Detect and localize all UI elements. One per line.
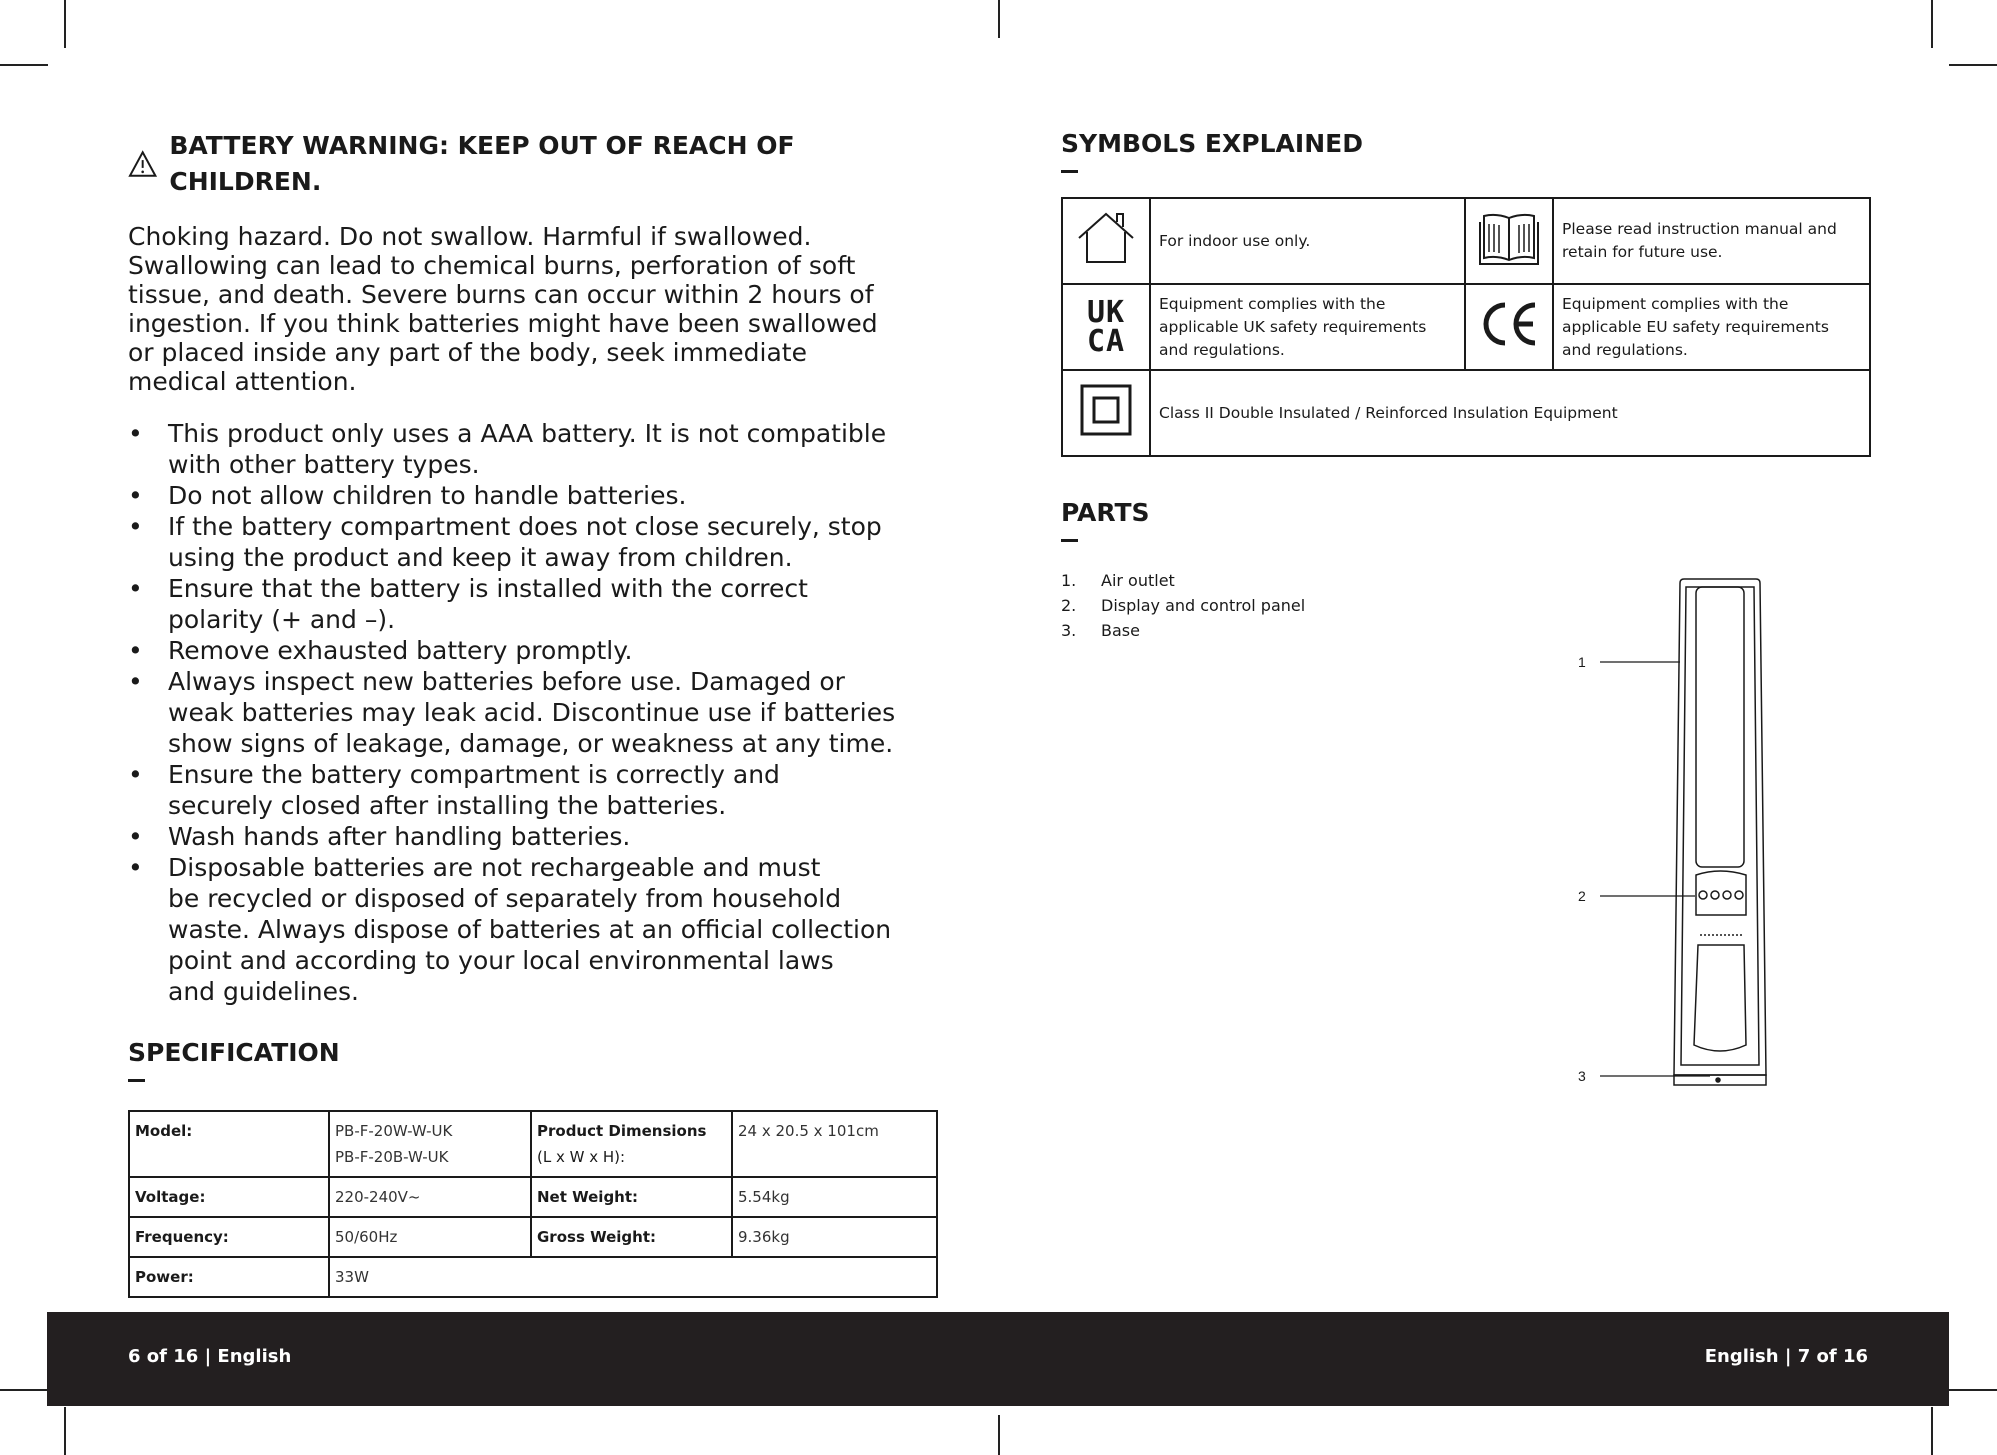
crop-mark xyxy=(1949,1389,1997,1391)
spec-label: Frequency: xyxy=(129,1217,329,1257)
bullet-line: with other battery types. xyxy=(168,450,480,479)
spec-value-line: PB-F-20B-W-UK xyxy=(335,1148,449,1166)
list-item xyxy=(128,511,938,573)
list-item xyxy=(128,573,938,635)
crop-mark xyxy=(0,1389,48,1391)
intro-line: Swallowing can lead to chemical burns, perforation of soft xyxy=(128,251,856,280)
symbols-table xyxy=(1061,197,1871,457)
open-book-icon xyxy=(1478,210,1540,266)
footer-page-left: 6 of 16 | English xyxy=(128,1346,292,1367)
symbol-cell xyxy=(1062,198,1150,284)
intro-line: ingestion. If you think batteries might have been swallowed xyxy=(128,309,878,338)
part-number: 1. xyxy=(1061,571,1077,590)
table-row xyxy=(129,1111,937,1177)
table-row xyxy=(129,1177,937,1217)
bullet-line: This product only uses a AAA battery. It is not compatible xyxy=(168,419,887,448)
fan-body xyxy=(1674,579,1766,1085)
spec-label: Net Weight: xyxy=(531,1177,732,1217)
part-number: 2. xyxy=(1061,596,1077,615)
ukca-mark-icon xyxy=(1063,295,1149,359)
table-row xyxy=(1062,198,1870,284)
page-footer xyxy=(47,1312,1949,1406)
battery-warning-title: BATTERY WARNING: KEEP OUT OF REACH OF CHILDREN. xyxy=(169,131,795,196)
part-label: Base xyxy=(1101,621,1140,640)
right-column xyxy=(1061,128,1869,643)
bullet-line: Disposable batteries are not rechargeable and must xyxy=(168,853,821,882)
intro-line: tissue, and death. Severe burns can occur within 2 hours of xyxy=(128,280,874,309)
heading-rule xyxy=(1061,170,1078,173)
tower-fan-diagram xyxy=(1570,575,1770,1095)
warning-intro xyxy=(128,222,938,396)
spec-label: Model: xyxy=(129,1111,329,1177)
bullet-line: polarity (+ and –). xyxy=(168,605,396,634)
warning-triangle-icon xyxy=(128,150,157,178)
list-item xyxy=(128,759,938,821)
crop-mark xyxy=(998,0,1000,38)
parts-heading: PARTS xyxy=(1061,498,1150,527)
ukca-logo-top: UK xyxy=(1086,295,1126,330)
table-row xyxy=(129,1217,937,1257)
table-row xyxy=(1062,370,1870,456)
bullet: • xyxy=(128,760,143,789)
double-square-icon xyxy=(1079,383,1133,437)
crop-mark xyxy=(1931,0,1933,48)
bullet: • xyxy=(128,667,143,696)
spec-label: Power: xyxy=(129,1257,329,1297)
callout-number: 1 xyxy=(1578,654,1586,670)
spec-value: 50/60Hz xyxy=(329,1217,531,1257)
list-item xyxy=(128,480,938,511)
crop-mark xyxy=(1949,64,1997,66)
heading-rule xyxy=(1061,539,1078,542)
bullet-line: weak batteries may leak acid. Discontinue use if batteries xyxy=(168,698,896,727)
ce-mark-icon xyxy=(1477,299,1541,349)
list-item xyxy=(128,821,938,852)
intro-line: medical attention. xyxy=(128,367,357,396)
part-number: 3. xyxy=(1061,621,1077,640)
bullet-line: using the product and keep it away from children. xyxy=(168,543,793,572)
bullet-line: securely closed after installing the batteries. xyxy=(168,791,727,820)
bullet-line: Do not allow children to handle batteries. xyxy=(168,481,687,510)
bullet-line: and guidelines. xyxy=(168,977,359,1006)
intro-line: Choking hazard. Do not swallow. Harmful if swallowed. xyxy=(128,222,812,251)
bullet: • xyxy=(128,574,143,603)
bullet-line: Remove exhausted battery promptly. xyxy=(168,636,633,665)
intro-line: or placed inside any part of the body, seek immediate xyxy=(128,338,807,367)
symbol-description: Equipment complies with the applicable UK safety requirements and regulations. xyxy=(1150,284,1465,370)
crop-mark xyxy=(64,0,66,48)
list-item xyxy=(128,852,938,1007)
list-item xyxy=(128,418,938,480)
crop-mark xyxy=(998,1415,1000,1455)
bullet: • xyxy=(128,481,143,510)
specification-table xyxy=(128,1110,938,1298)
callout-number: 2 xyxy=(1578,888,1586,904)
symbol-description: For indoor use only. xyxy=(1150,198,1465,284)
symbol-cell xyxy=(1465,198,1553,284)
bullet: • xyxy=(128,636,143,665)
symbol-cell xyxy=(1062,284,1150,370)
spec-value-line: PB-F-20W-W-UK xyxy=(335,1122,453,1140)
battery-warning-heading xyxy=(128,128,938,200)
bullet-line: Ensure that the battery is installed with the correct xyxy=(168,574,808,603)
spec-value: 5.54kg xyxy=(732,1177,937,1217)
spec-value: 220-240V~ xyxy=(329,1177,531,1217)
part-label: Air outlet xyxy=(1101,571,1175,590)
symbol-description: Equipment complies with the applicable EU safety requirements and regulations. xyxy=(1553,284,1870,370)
bullet: • xyxy=(128,853,143,882)
bullet-line: show signs of leakage, damage, or weakness at any time. xyxy=(168,729,894,758)
crop-mark xyxy=(64,1407,66,1455)
specification-heading: SPECIFICATION xyxy=(128,1038,340,1067)
symbol-cell xyxy=(1062,370,1150,456)
bullet-line: Always inspect new batteries before use. Damaged or xyxy=(168,667,845,696)
table-row xyxy=(129,1257,937,1297)
part-label: Display and control panel xyxy=(1101,596,1306,615)
bullet: • xyxy=(128,512,143,541)
spec-label xyxy=(531,1111,732,1177)
spec-value: 24 x 20.5 x 101cm xyxy=(732,1111,937,1177)
list-item xyxy=(128,666,938,759)
bullet: • xyxy=(128,822,143,851)
callout-number: 3 xyxy=(1578,1068,1586,1084)
bullet-line: Ensure the battery compartment is correctly and xyxy=(168,760,780,789)
bullet-line: point and according to your local environmental laws xyxy=(168,946,834,975)
bullet-line: If the battery compartment does not close securely, stop xyxy=(168,512,882,541)
spec-label: Gross Weight: xyxy=(531,1217,732,1257)
house-icon xyxy=(1075,210,1137,266)
table-row xyxy=(1062,284,1870,370)
symbol-description: Class II Double Insulated / Reinforced Insulation Equipment xyxy=(1150,370,1870,456)
list-item xyxy=(128,635,938,666)
ukca-logo-bottom: CA xyxy=(1086,324,1126,359)
battery-warning-list xyxy=(128,418,938,1007)
left-column xyxy=(128,128,938,1298)
heading-rule xyxy=(128,1079,145,1082)
spec-label-line: (L x W x H): xyxy=(537,1148,626,1166)
bullet: • xyxy=(128,419,143,448)
bullet-line: Wash hands after handling batteries. xyxy=(168,822,631,851)
symbol-description: Please read instruction manual and retain for future use. xyxy=(1553,198,1870,284)
spec-label: Voltage: xyxy=(129,1177,329,1217)
crop-mark xyxy=(1931,1407,1933,1455)
crop-mark xyxy=(0,64,48,66)
footer-page-right: English | 7 of 16 xyxy=(1704,1346,1868,1367)
spec-label-line: Product Dimensions xyxy=(537,1122,707,1140)
spec-value: 33W xyxy=(329,1257,937,1297)
spec-value: 9.36kg xyxy=(732,1217,937,1257)
symbols-heading: SYMBOLS EXPLAINED xyxy=(1061,129,1363,158)
bullet-line: be recycled or disposed of separately from household xyxy=(168,884,842,913)
bullet-line: waste. Always dispose of batteries at an official collection xyxy=(168,915,892,944)
symbol-cell xyxy=(1465,284,1553,370)
spec-value xyxy=(329,1111,531,1177)
